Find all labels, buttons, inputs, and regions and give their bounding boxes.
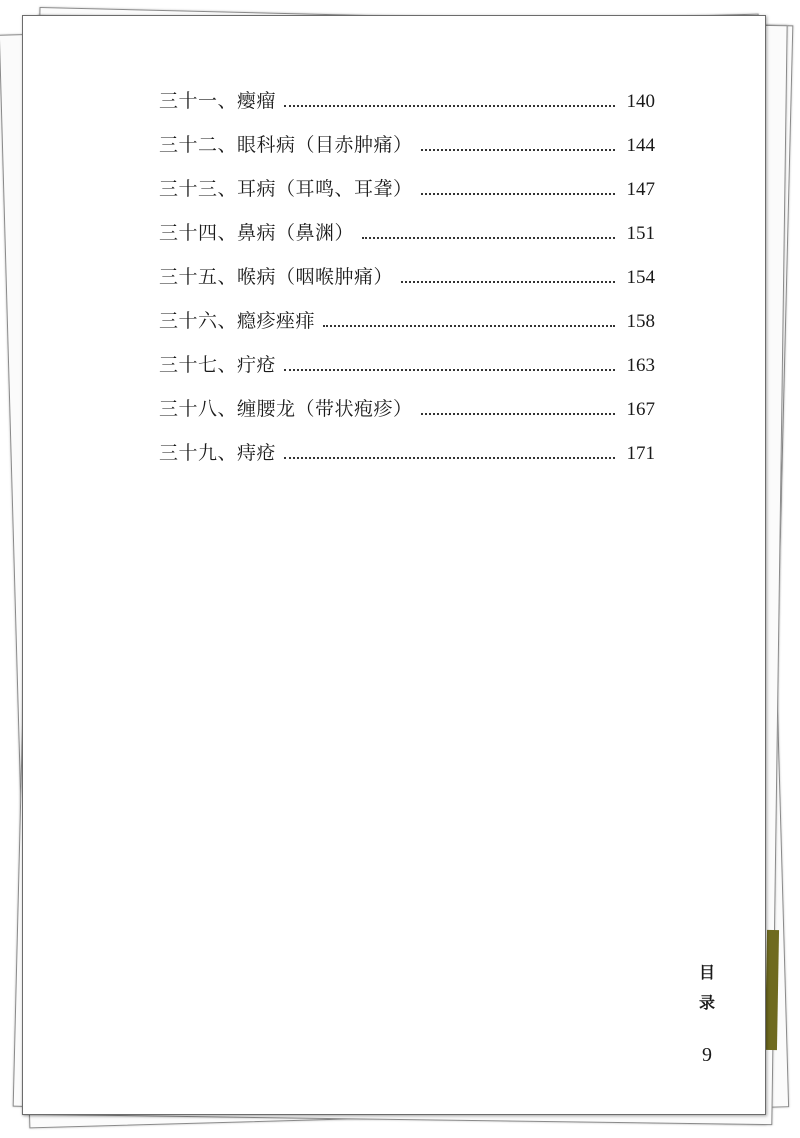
toc-entry-page: 167 <box>626 399 655 420</box>
toc-entry[interactable] <box>159 130 655 174</box>
toc-entry-page: 144 <box>626 135 655 156</box>
toc-entry-title: 三十八、缠腰龙（带状疱疹） <box>159 398 413 420</box>
book-cover-edge <box>765 930 779 1050</box>
toc-leader-dots <box>362 237 615 239</box>
toc-leader-dots <box>421 413 615 415</box>
toc-leader-dots <box>284 105 615 107</box>
toc-leader-dots <box>284 369 615 371</box>
page-number: 9 <box>702 1044 712 1066</box>
toc-entry-page: 163 <box>626 355 655 376</box>
running-head <box>695 958 719 1018</box>
toc-leader-dots <box>323 325 615 327</box>
toc-leader-dots <box>284 457 615 459</box>
toc-entry-page: 140 <box>626 91 655 112</box>
toc-entry-page: 158 <box>626 311 655 332</box>
toc-entry[interactable] <box>159 350 655 394</box>
toc-entry[interactable] <box>159 394 655 438</box>
toc-entry-title: 三十一、瘿瘤 <box>159 90 277 112</box>
toc-entry-title: 三十九、痔疮 <box>159 442 277 464</box>
toc-entry-page: 171 <box>626 443 655 464</box>
toc-entry-title: 三十七、疔疮 <box>159 354 277 376</box>
toc-entry-title: 三十五、喉病（咽喉肿痛） <box>159 266 394 288</box>
toc-entry-title: 三十四、鼻病（鼻渊） <box>159 222 355 244</box>
toc-entry[interactable] <box>159 262 655 306</box>
toc-entry[interactable] <box>159 218 655 262</box>
document-page <box>22 15 766 1115</box>
toc-entry[interactable] <box>159 438 655 482</box>
toc-entry-page: 151 <box>626 223 655 244</box>
toc-entry-page: 154 <box>626 267 655 288</box>
toc-entry[interactable] <box>159 174 655 218</box>
running-head-char: 目 <box>698 963 715 982</box>
toc-entry-page: 147 <box>626 179 655 200</box>
toc-leader-dots <box>401 281 615 283</box>
toc-leader-dots <box>421 149 615 151</box>
toc-entry-title: 三十三、耳病（耳鸣、耳聋） <box>159 178 413 200</box>
toc-leader-dots <box>421 193 615 195</box>
running-head-char: 录 <box>698 993 715 1012</box>
toc-entry-title: 三十二、眼科病（目赤肿痛） <box>159 134 413 156</box>
table-of-contents <box>159 86 655 482</box>
toc-entry-title: 三十六、瘾疹痤痱 <box>159 310 316 332</box>
toc-entry[interactable] <box>159 306 655 350</box>
toc-entry[interactable] <box>159 86 655 130</box>
